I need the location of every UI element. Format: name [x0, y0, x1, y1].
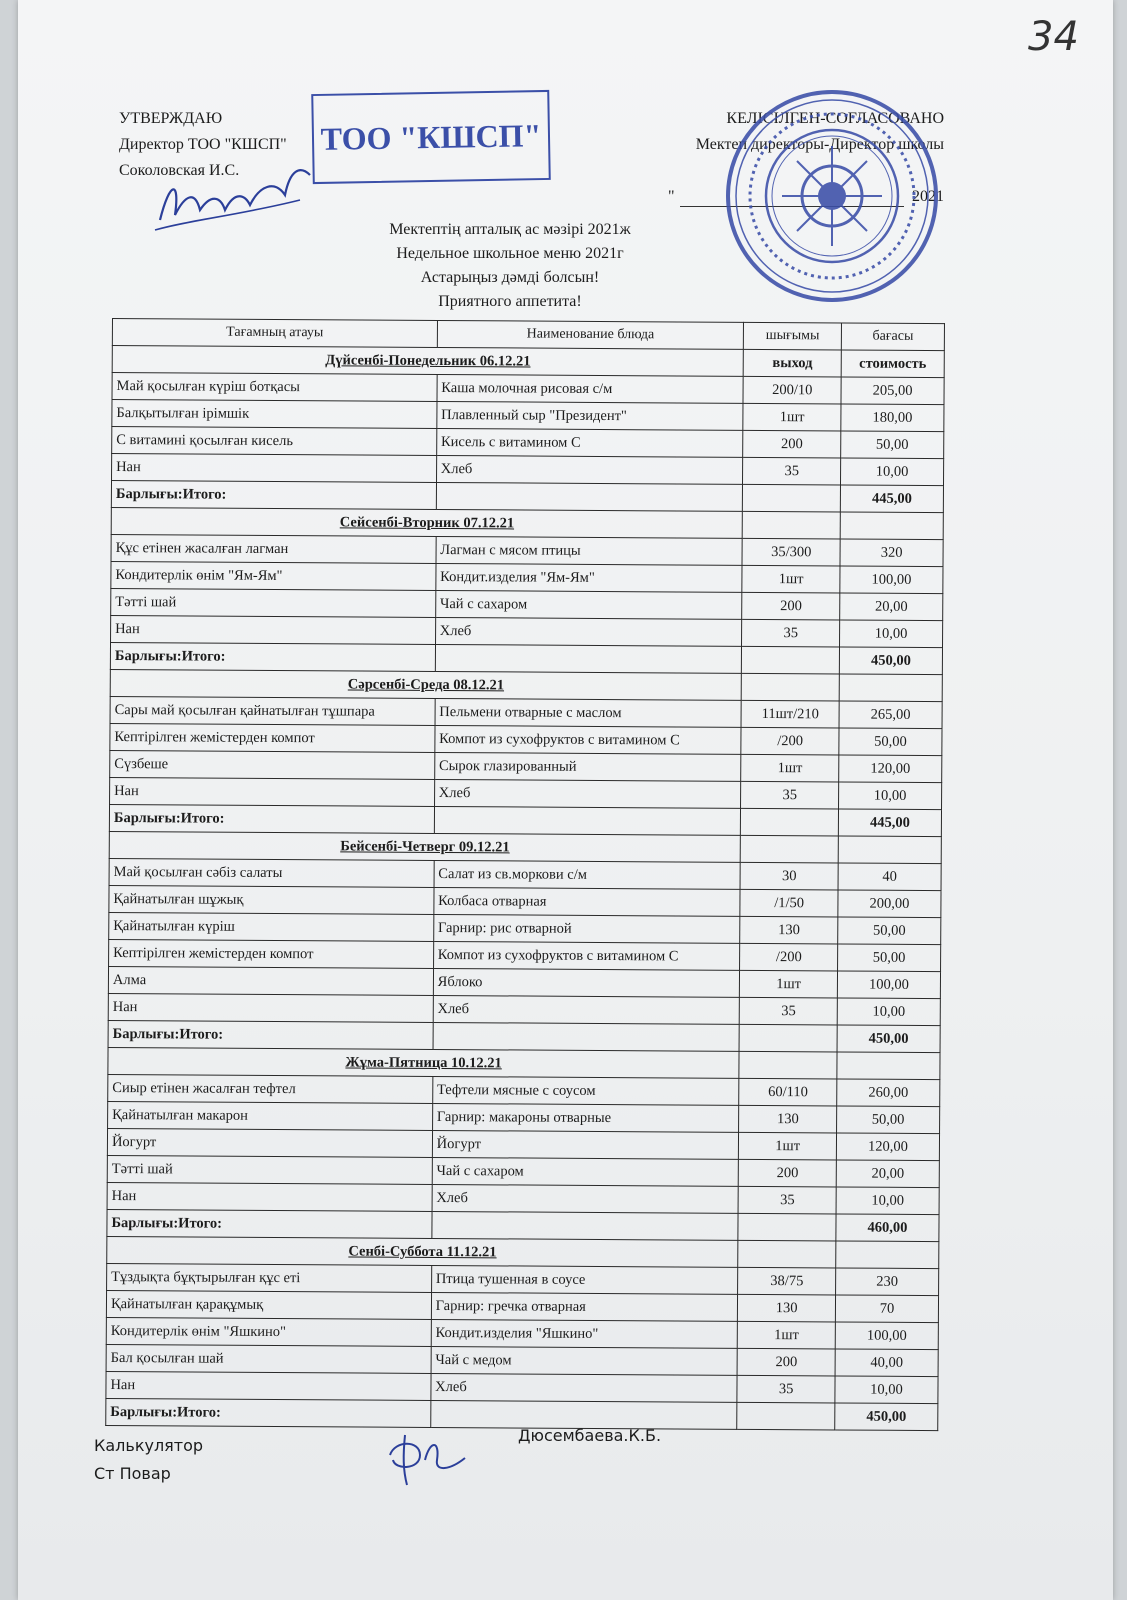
column-header-ru: Наименование блюда — [437, 320, 744, 349]
dish-output: /200 — [740, 943, 838, 971]
dish-price: 180,00 — [841, 404, 944, 432]
dish-price: 100,00 — [837, 971, 940, 999]
dish-output: 35 — [742, 619, 840, 647]
dish-price: 120,00 — [836, 1133, 939, 1161]
dish-name-kz: Сары май қосылған қайнатылған тұшпара — [110, 696, 435, 725]
dish-output: 130 — [738, 1294, 836, 1322]
dish-price: 265,00 — [839, 701, 942, 729]
dish-name-kz: Йогурт — [107, 1128, 432, 1157]
dish-name-kz: Май қосылған сәбіз салаты — [109, 858, 434, 887]
dish-name-kz: Кондитерлік өнім "Ям-Ям" — [111, 561, 436, 590]
dish-name-ru: Чай с сахаром — [432, 1157, 739, 1186]
day-name: Сенбі-Суббота 11.12.21 — [107, 1236, 739, 1267]
dish-output: 60/110 — [739, 1078, 837, 1106]
day-output-header — [742, 673, 840, 701]
footer-signatory-name: Дюсембаева.К.Б. — [518, 1426, 662, 1445]
dish-name-kz: Бал қосылған шай — [106, 1344, 431, 1373]
school-seal-icon — [722, 86, 942, 306]
day-name: Сейсенбі-Вторник 07.12.21 — [111, 507, 743, 538]
dish-price: 120,00 — [839, 755, 942, 783]
menu-table-body — [106, 346, 945, 1431]
day-price-header: стоимость — [841, 350, 944, 378]
dish-price: 10,00 — [836, 1187, 939, 1215]
dish-name-kz: Алма — [108, 966, 433, 995]
dish-price: 20,00 — [836, 1160, 939, 1188]
dish-output: 35 — [741, 781, 839, 809]
dish-output: 11шт/210 — [741, 700, 839, 728]
dish-name-ru: Тефтели мясные с соусом — [432, 1076, 739, 1105]
day-output-header — [738, 1240, 836, 1268]
dish-price: 40,00 — [835, 1349, 938, 1377]
dish-output: 130 — [740, 916, 838, 944]
dish-output: 1шт — [738, 1321, 836, 1349]
total-amount: 450,00 — [839, 647, 942, 675]
dish-output: 1шт — [743, 403, 841, 431]
dish-name-kz: Қайнатылған шұжық — [109, 885, 434, 914]
dish-price: 10,00 — [840, 620, 943, 648]
dish-name-ru: Птица тушенная в соусе — [431, 1265, 738, 1294]
dish-name-ru: Гарнир: гречка отварная — [431, 1292, 738, 1321]
dish-output: 1шт — [742, 565, 840, 593]
total-label: Барлығы:Итого: — [109, 804, 434, 833]
dish-name-ru: Пельмени отварные с маслом — [435, 698, 742, 727]
footer-role-calculator: Калькулятор — [94, 1436, 204, 1455]
day-price-header — [836, 1241, 939, 1269]
day-name: Жұма-Пятница 10.12.21 — [108, 1047, 740, 1078]
dish-output: 1шт — [739, 1132, 837, 1160]
total-empty-ru — [435, 644, 742, 673]
dish-name-kz: Кептірілген жемістерден компот — [109, 939, 434, 968]
dish-output: 200 — [739, 1159, 837, 1187]
total-empty-output — [743, 484, 841, 512]
dish-output: 200/10 — [743, 376, 841, 404]
column-header-price: бағасы — [841, 323, 944, 351]
dish-name-ru: Плавленный сыр "Президент" — [437, 401, 744, 430]
dish-output: 35 — [740, 997, 838, 1025]
dish-name-kz: Қайнатылған күріш — [109, 912, 434, 941]
dish-name-kz: Нан — [108, 993, 433, 1022]
dish-output: 200 — [737, 1348, 835, 1376]
dish-name-kz: Нан — [106, 1371, 431, 1400]
total-amount: 450,00 — [835, 1403, 938, 1431]
date-quote: " — [668, 188, 675, 205]
dish-name-ru: Гарнир: рис отварной — [433, 914, 740, 943]
dish-name-kz: Қайнатылған қарақұмық — [106, 1290, 431, 1319]
dish-name-kz: Кептірілген жемістерден компот — [110, 723, 435, 752]
approval-position: Директор ТОО "КШСП" — [119, 136, 287, 153]
dish-name-ru: Компот из сухофруктов с витамином С — [435, 725, 742, 754]
dish-output: 35/300 — [742, 538, 840, 566]
total-empty-output — [738, 1213, 836, 1241]
dish-name-kz: Кондитерлік өнім "Яшкино" — [106, 1317, 431, 1346]
day-price-header — [837, 1052, 940, 1080]
dish-name-ru: Яблоко — [433, 968, 740, 997]
total-amount: 445,00 — [840, 485, 943, 513]
total-label: Барлығы:Итого: — [108, 1020, 433, 1049]
dish-name-ru: Хлеб — [432, 1184, 739, 1213]
dish-name-ru: Чай с сахаром — [435, 590, 742, 619]
title-ru: Недельное школьное меню 2021г — [396, 245, 624, 262]
total-empty-ru — [434, 806, 741, 835]
day-price-header — [838, 836, 941, 864]
dish-price: 70 — [835, 1295, 938, 1323]
day-output-header — [739, 1051, 837, 1079]
total-empty-ru — [436, 482, 743, 511]
total-empty-output — [737, 1402, 835, 1430]
dish-name-ru: Кисель с витамином С — [436, 428, 743, 457]
day-price-header — [840, 512, 943, 540]
dish-name-ru: Каша молочная рисовая с/м — [437, 374, 744, 403]
dish-name-kz: Нан — [112, 454, 437, 483]
dish-name-ru: Салат из св.моркови с/м — [434, 860, 741, 889]
dish-price: 20,00 — [840, 593, 943, 621]
company-stamp: ТОО "КШСП" — [311, 90, 551, 184]
total-empty-ru — [432, 1211, 739, 1240]
cook-signature-icon — [385, 1430, 475, 1490]
day-name: Сәрсенбі-Среда 08.12.21 — [110, 669, 742, 700]
column-header-output: шығымы — [744, 322, 842, 350]
wish-ru: Приятного аппетита! — [438, 293, 582, 310]
dish-output: 35 — [737, 1375, 835, 1403]
footer-role-chef: Ст Повар — [94, 1464, 171, 1483]
dish-output: 38/75 — [738, 1267, 836, 1295]
total-amount: 450,00 — [837, 1025, 940, 1053]
wish-kz: Астарыңыз дәмді болсын! — [420, 269, 600, 286]
dish-name-ru: Гарнир: макароны отварные — [432, 1103, 739, 1132]
dish-price: 100,00 — [835, 1322, 938, 1350]
dish-price: 260,00 — [837, 1079, 940, 1107]
dish-name-kz: Сүзбеше — [110, 750, 435, 779]
dish-name-kz: Тәтті шай — [111, 588, 436, 617]
date-year: 2021 — [912, 188, 944, 205]
dish-name-ru: Йогурт — [432, 1130, 739, 1159]
day-name: Бейсенбі-Четверг 09.12.21 — [109, 831, 741, 862]
dish-name-ru: Чай с медом — [431, 1346, 738, 1375]
dish-name-ru: Компот из сухофруктов с витамином С — [433, 941, 740, 970]
dish-name-kz: Тәтті шай — [107, 1155, 432, 1184]
dish-name-ru: Лагман с мясом птицы — [436, 536, 743, 565]
dish-name-ru: Колбаса отварная — [434, 887, 741, 916]
dish-output: 130 — [739, 1105, 837, 1133]
dish-price: 50,00 — [838, 917, 941, 945]
day-output-header — [743, 511, 841, 539]
dish-output: /1/50 — [740, 889, 838, 917]
dish-price: 200,00 — [838, 890, 941, 918]
dish-name-ru: Хлеб — [436, 455, 743, 484]
dish-output: 1шт — [740, 970, 838, 998]
menu-titles — [300, 218, 720, 314]
dish-name-ru: Кондит.изделия "Яшкино" — [431, 1319, 738, 1348]
total-label: Барлығы:Итого: — [106, 1398, 431, 1427]
total-amount: 460,00 — [836, 1214, 939, 1242]
dish-output: 30 — [740, 862, 838, 890]
approval-name: Соколовская И.С. — [119, 162, 240, 179]
agreement-title: КЕЛІСІЛГЕН-СОГЛАСОВАНО — [726, 110, 944, 127]
dish-price: 50,00 — [841, 431, 944, 459]
dish-price: 205,00 — [841, 377, 944, 405]
menu-table — [105, 318, 945, 1431]
total-label: Барлығы:Итого: — [110, 642, 435, 671]
dish-price: 40 — [838, 863, 941, 891]
dish-name-kz: Қайнатылған макарон — [108, 1101, 433, 1130]
total-empty-output — [739, 1024, 837, 1052]
dish-name-ru: Хлеб — [435, 617, 742, 646]
dish-name-kz: Балқытылған ірімшік — [112, 400, 437, 429]
dish-price: 230 — [836, 1268, 939, 1296]
dish-output: 200 — [743, 430, 841, 458]
dish-output: /200 — [741, 727, 839, 755]
total-empty-ru — [433, 1022, 740, 1051]
dish-name-kz: С витамині қосылған кисель — [112, 427, 437, 456]
dish-name-ru: Сырок глазированный — [434, 752, 741, 781]
approval-title: УТВЕРЖДАЮ — [119, 110, 223, 127]
dish-price: 10,00 — [835, 1376, 938, 1404]
total-label: Барлығы:Итого: — [107, 1209, 432, 1238]
dish-name-kz: Май қосылған күріш ботқасы — [112, 373, 437, 402]
dish-output: 35 — [738, 1186, 836, 1214]
dish-price: 10,00 — [837, 998, 940, 1026]
dish-price: 320 — [840, 539, 943, 567]
day-output-header — [741, 835, 839, 863]
total-empty-output — [741, 808, 839, 836]
dish-name-ru: Хлеб — [431, 1373, 738, 1402]
dish-price: 10,00 — [841, 458, 944, 486]
total-empty-output — [742, 646, 840, 674]
dish-name-ru: Хлеб — [433, 995, 740, 1024]
agreement-position: Мектеп директоры-Директор школы — [695, 136, 944, 153]
dish-name-kz: Нан — [110, 777, 435, 806]
total-empty-ru — [430, 1400, 737, 1429]
dish-output: 200 — [742, 592, 840, 620]
dish-output: 1шт — [741, 754, 839, 782]
day-output-header: выход — [744, 349, 842, 377]
title-kz: Мектептің апталық ас мәзірі 2021ж — [389, 221, 631, 238]
dish-name-ru: Кондит.изделия "Ям-Ям" — [436, 563, 743, 592]
dish-price: 10,00 — [839, 782, 942, 810]
page-number: 34 — [1028, 14, 1079, 60]
dish-price: 50,00 — [837, 1106, 940, 1134]
dish-name-kz: Нан — [107, 1182, 432, 1211]
director-signature-icon — [150, 160, 320, 240]
dish-name-kz: Сиыр етінен жасалған тефтел — [108, 1074, 433, 1103]
dish-name-kz: Құс етінен жасалған лагман — [111, 534, 436, 563]
dish-price: 100,00 — [840, 566, 943, 594]
total-label: Барлығы:Итого: — [111, 481, 436, 510]
total-amount: 445,00 — [838, 809, 941, 837]
day-name: Дүйсенбі-Понедельник 06.12.21 — [112, 346, 744, 377]
dish-name-kz: Тұздықта бұқтырылған құс еті — [107, 1263, 432, 1292]
column-header-kz: Тағамның атауы — [112, 319, 437, 348]
dish-price: 50,00 — [838, 944, 941, 972]
dish-price: 50,00 — [839, 728, 942, 756]
dish-output: 35 — [743, 457, 841, 485]
dish-name-ru: Хлеб — [434, 779, 741, 808]
dish-name-kz: Нан — [111, 615, 436, 644]
day-price-header — [839, 674, 942, 702]
